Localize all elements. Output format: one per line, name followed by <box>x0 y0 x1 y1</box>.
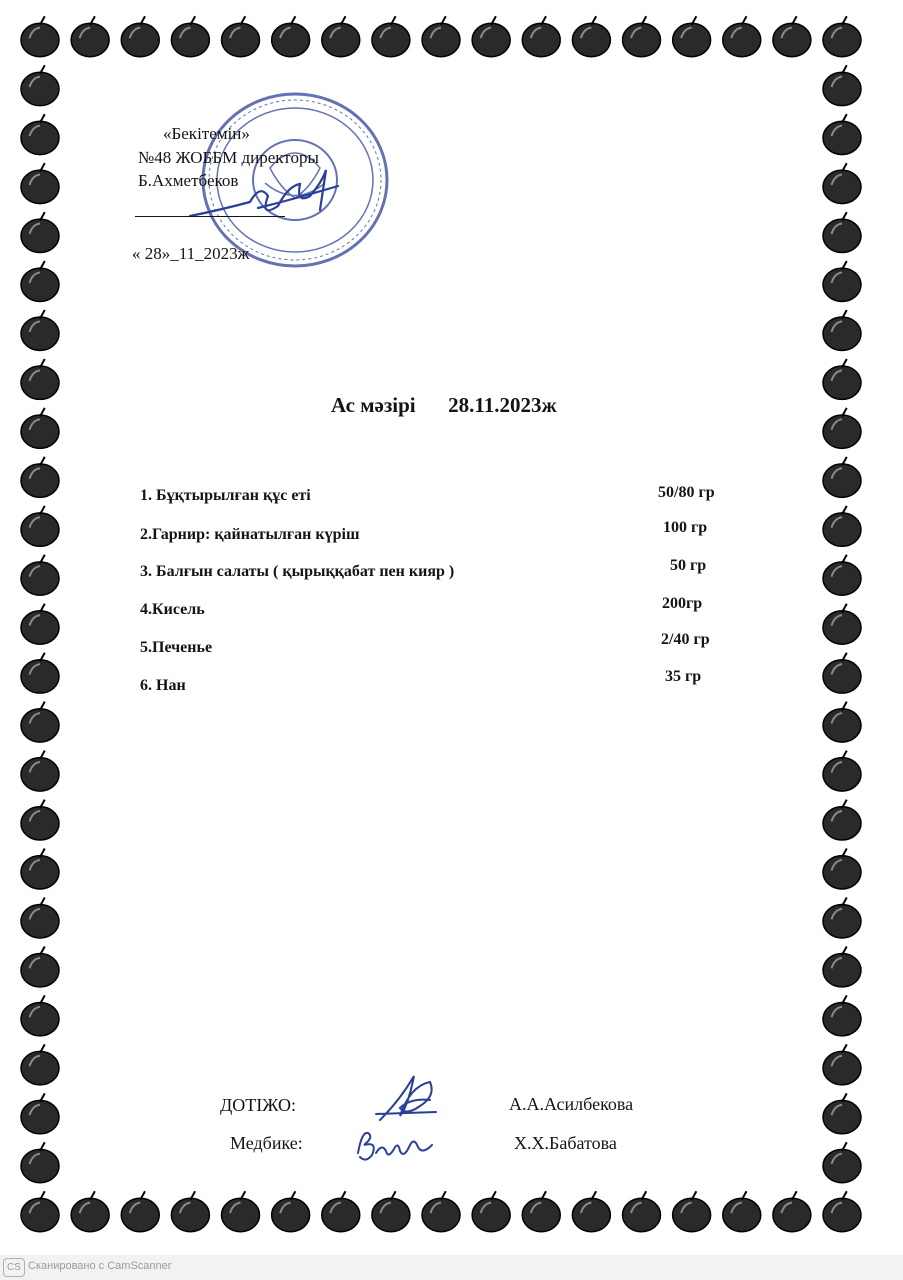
nurse-signature <box>352 1123 442 1168</box>
apple-border-icon <box>823 1191 861 1231</box>
menu-qty-2: 100 гр <box>663 519 708 536</box>
apple-border-icon <box>322 16 360 56</box>
apple-border-icon <box>21 751 59 791</box>
apple-border-icon <box>21 702 59 742</box>
apple-border-icon <box>422 1191 460 1231</box>
apple-border-icon <box>522 16 560 56</box>
apple-border-icon <box>773 1191 811 1231</box>
apple-border-icon <box>21 16 59 56</box>
apple-border-icon <box>21 555 59 595</box>
apple-border-icon <box>823 1142 861 1182</box>
approved-label: «Бекітемін» <box>163 124 250 143</box>
apple-border-icon <box>623 1191 661 1231</box>
apple-border-icon <box>422 16 460 56</box>
apple-border-icon <box>121 1191 159 1231</box>
apple-border-icon <box>823 800 861 840</box>
scanner-text: Сканировано с CamScanner <box>28 1260 172 1272</box>
menu-item-4: 4.Кисель <box>140 601 205 618</box>
title-date: 28.11.2023ж <box>448 393 557 417</box>
apple-border-icon <box>823 506 861 546</box>
apple-border-icon <box>823 114 861 154</box>
apple-border-icon <box>21 849 59 889</box>
apple-border-icon <box>21 163 59 203</box>
apple-border-icon <box>21 946 59 986</box>
apple-border-icon <box>823 359 861 399</box>
apple-border-icon <box>623 16 661 56</box>
signature-line <box>135 216 285 217</box>
apple-border-icon <box>823 457 861 497</box>
menu-item-2: 2.Гарнир: қайнатылған күріш <box>140 526 360 543</box>
apple-border-icon <box>823 995 861 1035</box>
apple-border-icon <box>21 898 59 938</box>
apple-border-icon <box>21 65 59 105</box>
apple-border-icon <box>673 16 711 56</box>
apple-border-icon <box>21 1191 59 1231</box>
agreed-label: ДОТІЖО: <box>220 1095 296 1115</box>
apple-border-icon <box>723 16 761 56</box>
apple-border-icon <box>522 1191 560 1231</box>
apple-border-icon <box>21 114 59 154</box>
apple-border-icon <box>322 1191 360 1231</box>
apple-border-icon <box>823 702 861 742</box>
apple-border-icon <box>823 849 861 889</box>
apple-border-icon <box>823 653 861 693</box>
apple-border-icon <box>222 1191 260 1231</box>
page-title <box>331 393 557 418</box>
apple-border-icon <box>21 261 59 301</box>
apple-border-icon <box>21 457 59 497</box>
apple-border-icon <box>723 1191 761 1231</box>
apple-border-icon <box>222 16 260 56</box>
apple-border-icon <box>823 946 861 986</box>
apple-border-icon <box>472 16 510 56</box>
director-position: №48 ЖОББМ директоры <box>138 148 319 167</box>
menu-item-6: 6. Нан <box>140 677 186 694</box>
menu-qty-6: 35 гр <box>665 668 702 685</box>
apple-border-icon <box>472 1191 510 1231</box>
apple-border-icon <box>171 16 209 56</box>
camscanner-logo-icon: CS <box>3 1258 25 1277</box>
apple-border-icon <box>572 1191 610 1231</box>
scanner-watermark <box>0 1255 903 1280</box>
apple-border-icon <box>71 16 109 56</box>
agreed-name: А.А.Асилбекова <box>509 1094 634 1114</box>
apple-border-icon <box>823 310 861 350</box>
apple-border-icon <box>823 1093 861 1133</box>
agreed-signature <box>372 1070 442 1130</box>
apple-border-icon <box>21 1044 59 1084</box>
apple-border-icon <box>372 16 410 56</box>
apple-border-icon <box>823 65 861 105</box>
apple-border-icon <box>21 1142 59 1182</box>
apple-border-icon <box>823 555 861 595</box>
apple-border-icon <box>823 212 861 252</box>
approval-date: « 28»_11_2023ж <box>132 244 250 263</box>
apple-border-icon <box>21 995 59 1035</box>
apple-border-icon <box>21 653 59 693</box>
apple-border-icon <box>21 212 59 252</box>
menu-qty-4: 200гр <box>662 595 703 612</box>
apple-border-icon <box>823 898 861 938</box>
apple-border-icon <box>21 1093 59 1133</box>
menu-qty-5: 2/40 гр <box>661 631 710 648</box>
apple-border-icon <box>823 604 861 644</box>
apple-border-icon <box>21 506 59 546</box>
apple-border-icon <box>21 408 59 448</box>
apple-border-icon <box>372 1191 410 1231</box>
menu-qty-3: 50 гр <box>670 557 707 574</box>
menu-qty-1: 50/80 гр <box>658 484 715 501</box>
apple-border-icon <box>823 1044 861 1084</box>
apple-border-icon <box>823 261 861 301</box>
menu-item-5: 5.Печенье <box>140 639 213 656</box>
apple-border-icon <box>21 359 59 399</box>
apple-border-icon <box>572 16 610 56</box>
menu-item-1: 1. Бұқтырылған құс еті <box>140 487 311 504</box>
apple-border-icon <box>823 16 861 56</box>
title-text: Ас мәзірі <box>331 393 416 417</box>
apple-border-icon <box>21 800 59 840</box>
apple-border-icon <box>171 1191 209 1231</box>
apple-border-icon <box>272 16 310 56</box>
apple-border-icon <box>272 1191 310 1231</box>
apple-border-icon <box>823 163 861 203</box>
director-name: Б.Ахметбеков <box>138 171 239 190</box>
apple-border-icon <box>823 751 861 791</box>
apple-border-icon <box>673 1191 711 1231</box>
apple-border-icon <box>71 1191 109 1231</box>
apple-border-icon <box>21 604 59 644</box>
menu-item-3: 3. Балғын салаты ( қырыққабат пен кияр ) <box>140 563 455 580</box>
nurse-label: Медбике: <box>230 1133 303 1153</box>
apple-border-icon <box>823 408 861 448</box>
apple-border-icon <box>21 310 59 350</box>
apple-border-icon <box>773 16 811 56</box>
nurse-name: Х.Х.Бабатова <box>514 1133 617 1153</box>
apple-border-icon <box>121 16 159 56</box>
